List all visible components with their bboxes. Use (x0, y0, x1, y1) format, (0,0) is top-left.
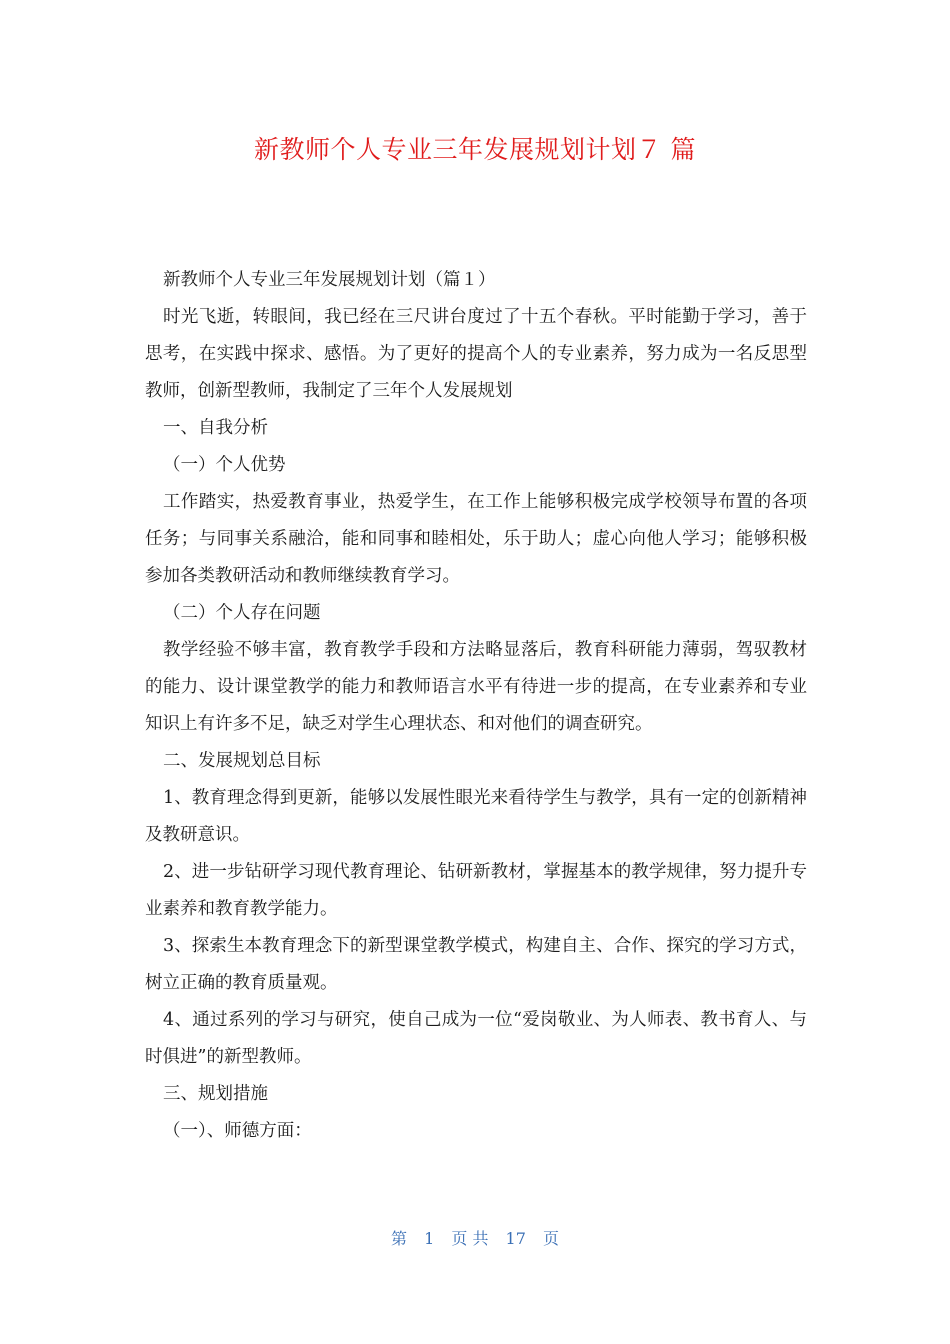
footer-page-number: 1 (424, 1229, 435, 1248)
section-heading: 新教师个人专业三年发展规划计划（篇１） (163, 270, 496, 290)
section-heading: 一、自我分析 (163, 418, 268, 438)
list-item: 4、通过系列的学习与研究，使自己成为一位“爱岗敬业、为人师表、教书育人、与时俱进”的新型教师。 (145, 1010, 807, 1067)
section-heading: 三、规划措施 (163, 1084, 268, 1104)
footer-mid: 页 共 (451, 1229, 489, 1248)
list-item: 2、进一步钻研学习现代教育理论、钻研新教材，掌握基本的教学规律，努力提升专业素养和教育教学能力。 (145, 862, 807, 919)
section-heading: 二、发展规划总目标 (163, 751, 321, 771)
paragraph: 工作踏实，热爱教育事业，热爱学生，在工作上能够积极完成学校领导布置的各项任务；与同事关系融洽，能和同事和睦相处，乐于助人；虚心向他人学习；能够积极参加各类教研活动和教师继续教育学习。 (145, 492, 807, 586)
list-item: 1、教育理念得到更新，能够以发展性眼光来看待学生与教学，具有一定的创新精神及教研意识。 (145, 788, 807, 845)
paragraph: 时光飞逝，转眼间，我已经在三尺讲台度过了十五个春秋。平时能勤于学习，善于思考，在实践中探求、感悟。为了更好的提高个人的专业素养，努力成为一名反思型教师，创新型教师，我制定了三年个人发展规划 (145, 307, 807, 401)
document-title: 新教师个人专业三年发展规划计划７ 篇 (254, 135, 696, 164)
footer-total-pages: 17 (505, 1229, 526, 1248)
list-item: 3、探索生本教育理念下的新型课堂教学模式，构建自主、合作、探究的学习方式，树立正确的教育质量观。 (145, 936, 807, 993)
document-body (145, 262, 807, 1150)
subsection-heading: （一）个人优势 (163, 455, 286, 475)
footer-suffix: 页 (543, 1229, 560, 1248)
page-footer (0, 1226, 950, 1249)
footer-prefix: 第 (390, 1229, 407, 1248)
subsection-heading: （一）、师德方面： (163, 1121, 312, 1141)
paragraph: 教学经验不够丰富，教育教学手段和方法略显落后，教育科研能力薄弱，驾驭教材的能力、设计课堂教学的能力和教师语言水平有待进一步的提高，在专业素养和专业知识上有许多不足，缺乏对学生心理状态、和对他们的调查研究。 (145, 640, 807, 734)
subsection-heading: （二）个人存在问题 (163, 603, 321, 623)
